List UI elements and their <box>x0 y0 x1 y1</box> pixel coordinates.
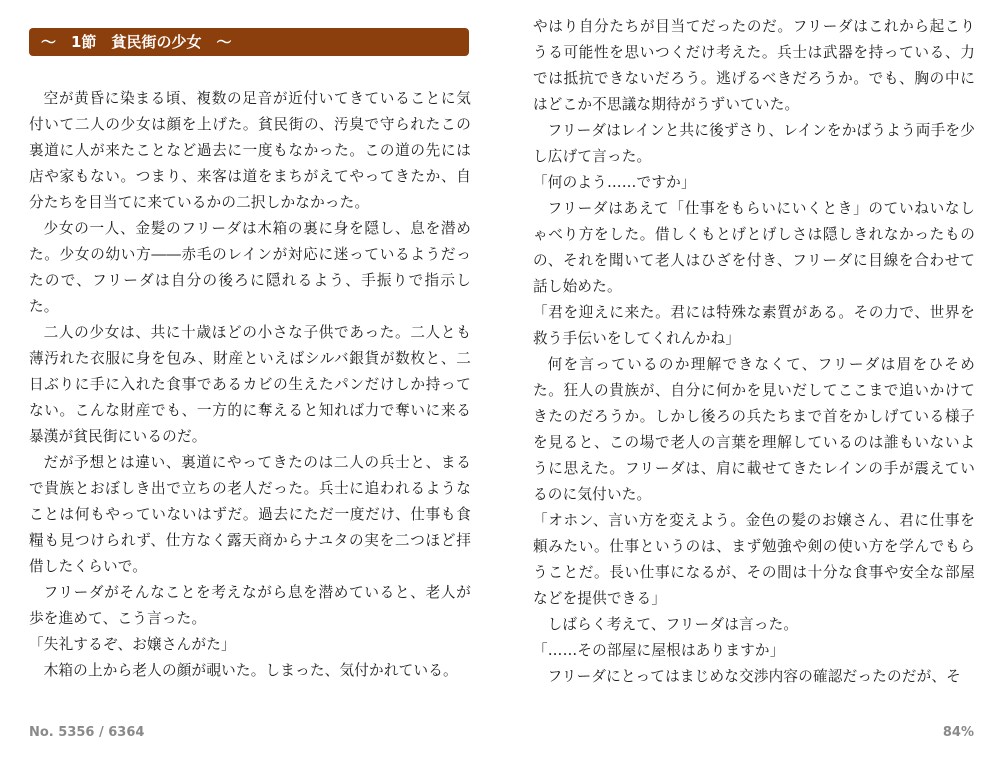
paragraph: 少女の一人、金髪のフリーダは木箱の裏に身を隠し、息を潜めた。少女の幼い方――赤毛のレインが対応に迷っているようだったので、フリーダは自分の後ろに隠れるよう、手振りで指示した。 <box>29 220 471 315</box>
dialogue-line: 「オホン、言い方を変えよう。金色の髪のお嬢さん、君に仕事を頼みたい。仕事というのは、まず勉強や剣の使い方を学んでもらうことだ。長い仕事になるが、その間は十分な食事や安全な部屋などを提供できる」 <box>533 512 975 607</box>
dialogue-line: 「失礼するぞ、お嬢さんがた」 <box>29 636 236 653</box>
paragraph: フリーダはレインと共に後ずさり、レインをかばうよう両手を少し広げて言った。 <box>533 122 975 165</box>
paragraph: フリーダはあえて「仕事をもらいにいくとき」のていねいなしゃべり方をした。借しくもとげとげしさは隠しきれなかったものの、それを聞いて老人はひざを付き、フリーダに目線を合わせて話し始めた。 <box>533 200 975 295</box>
dialogue-line: 「……その部屋に屋根はありますか」 <box>533 642 785 659</box>
location-indicator[interactable]: No. 5356 / 6364 <box>29 725 145 740</box>
left-page <box>29 0 471 700</box>
right-page-text <box>533 14 975 690</box>
paragraph: 木箱の上から老人の顔が覗いた。しまった、気付かれている。 <box>43 662 458 679</box>
paragraph: フリーダがそんなことを考えながら息を潜めていると、老人が歩を進めて、こう言った。 <box>29 584 471 627</box>
dialogue-line: 「君を迎えに来た。君には特殊な素質がある。その力で、世界を救う手伝いをしてくれんかね」 <box>533 304 975 347</box>
reading-progress[interactable]: 84% <box>942 725 974 740</box>
paragraph: だが予想とは違い、裏道にやってきたのは二人の兵士と、まるで貴族とおぼしき出で立ちの老人だった。兵士に追われるようなことは何もやっていないはずだ。過去にただ一度だけ、仕事も食糧も見つけられず、仕方なく露天商からナユタの実を二つほど拝借したくらいで。 <box>29 454 471 575</box>
dialogue-line: 「何のよう……ですか」 <box>533 174 696 191</box>
paragraph: やはり自分たちが目当てだったのだ。フリーダはこれから起こりうる可能性を思いつくだけ考えた。兵士は武器を持っている、力では抵抗できないだろう。逃げるべきだろうか。でも、胸の中にはどこか不思議な期待がうずいていた。 <box>533 18 975 113</box>
paragraph: 空が黄昏に染まる頃、複数の足音が近付いてきていることに気付いて二人の少女は顔を上げた。貧民街の、汚臭で守られたこの裏道に人が来たことなど過去に一度もなかった。この道の先には店や家もない。つまり、来客は道をまちがえてやってきたか、自分たちを目当てに来ているかの二択しかなかった。 <box>29 90 471 211</box>
right-page <box>533 0 975 700</box>
left-page-text <box>29 86 471 684</box>
paragraph: フリーダにとってはまじめな交渉内容の確認だったのだが、そ <box>547 668 961 685</box>
section-title: 〜 1節 貧民街の少女 〜 <box>29 28 469 56</box>
paragraph: しばらく考えて、フリーダは言った。 <box>547 616 799 633</box>
paragraph: 二人の少女は、共に十歳ほどの小さな子供であった。二人とも薄汚れた衣服に身を包み、財産といえばシルバ銀貨が数枚と、二日ぶりに手に入れた食事であるカビの生えたパンだけしか持ってない。こんな財産でも、一方的に奪えると知れば力で奪いに来る暴漢が貧民街にいるのだ。 <box>29 324 471 445</box>
paragraph: 何を言っているのか理解できなくて、フリーダは眉をひそめた。狂人の貴族が、自分に何かを見いだしてここまで追いかけてきたのだろうか。しかし後ろの兵たちまで首をかしげている様子を見ると、この場で老人の言葉を理解しているのは誰もいないように思えた。フリーダは、肩に載せてきたレインの手が震えているのに気付いた。 <box>533 356 975 503</box>
